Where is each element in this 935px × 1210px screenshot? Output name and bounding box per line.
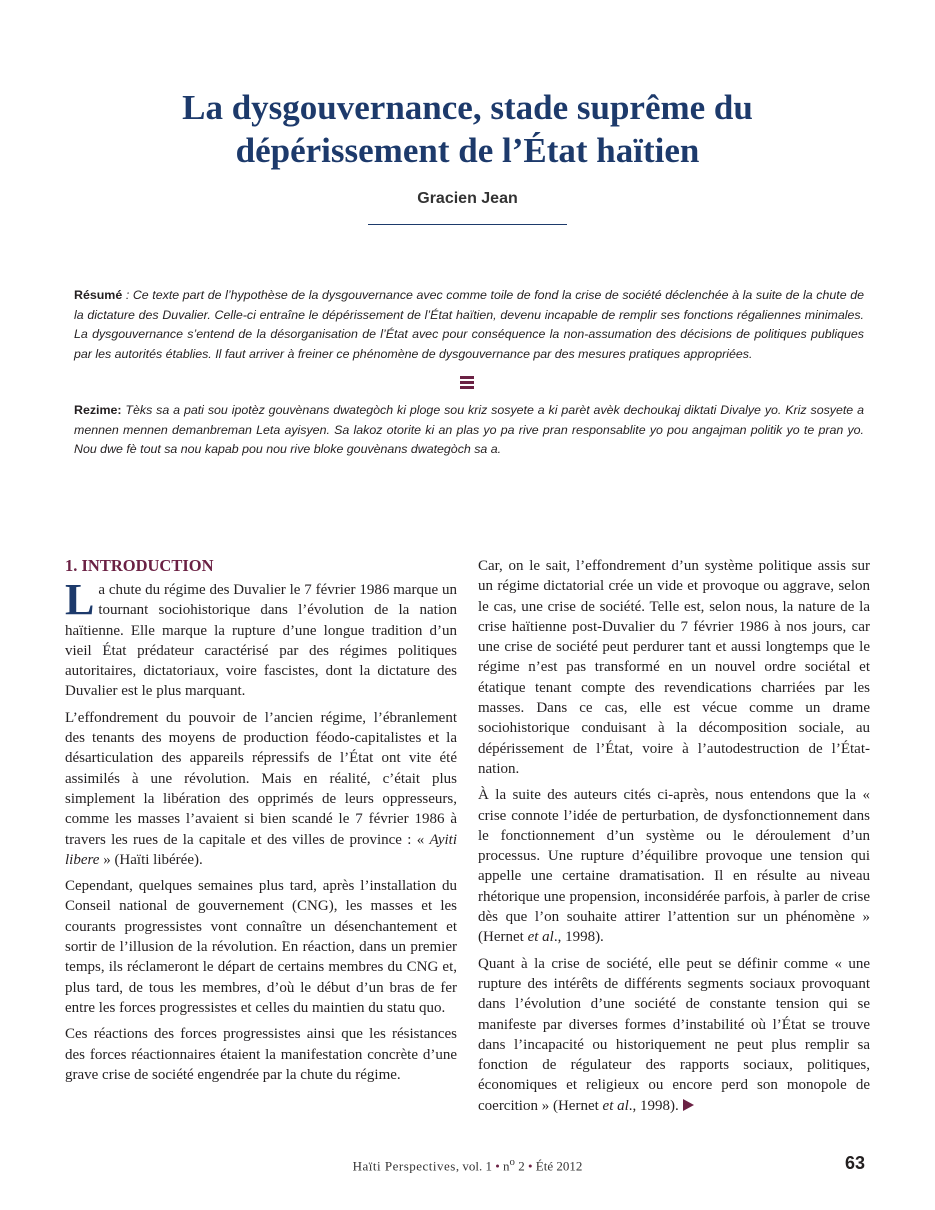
three-bar-separator-icon (460, 376, 474, 389)
page-number: 63 (845, 1153, 866, 1173)
journal-name: Haïti Perspectives (352, 1158, 456, 1174)
right-triangle-icon (683, 1099, 694, 1111)
resume-text: : Ce texte part de l’hypothèse de la dysgouvernance avec comme toile de fond la crise de société déclenchée à la suite de la chute de la dictature des Duvalier. Celle-ci entraîne le dépérissement de l’État haïtien, devenu incapable de remplir ses fonctions régaliennes minimales. La dysgouvernance s’entend de la désorganisation de l’État avec pour conséquence la non-assumation des décisions de politiques publiques par les autorités établies. Il faut arriver à freiner ce phénomène de dysgouvernance par des mesures pratiques appropriées. (74, 288, 864, 361)
paragraph-7: Quant à la crise de société, elle peut se définir comme « une rupture des intérêts de différents segments sociaux provoquant dans l’évolution d’une société de constante tension qui se manifeste par diverses formes d’instabilité où l’État se trouve dans l’incapacité ou historiquement ne peut plus remplir sa fonction de régulateur des rapports sociaux, politiques, économiques et religieux ou encore perd son monopole de coercition » (Hernet et al., 1998). (478, 955, 870, 1114)
author-divider (368, 224, 567, 225)
rezime-label: Rezime: (74, 403, 122, 417)
rezime-text: Tèks sa a pati sou ipotèz gouvènans dwategòch ki ploge sou kriz sosyete a ki parèt avèk dechoukaj diktati Divalye yo. Kriz sosyete a mennen mennen demanbreman Leta ayisyen. Sa lakoz otorite ki an plas yo pa rive pran responsablite yo pou angajman politik yo te pran yo. Nou dwe fè tout sa nou kapab pou nou rive bloke gouvènans dwategòch sa a. (74, 403, 864, 457)
section-heading: 1. INTRODUCTION (65, 556, 214, 575)
title-line-1: La dysgouvernance, stade suprême du (182, 88, 753, 127)
paragraph-1-text: a chute du régime des Duvalier le 7 février 1986 marque un tournant sociohistorique dans l’évolution de la nation haïtienne. Elle marque la rupture d’une longue tradition d’un vieil État prédateur caractérisé par des régimes politiques autoritaires, dictatoriaux, voire fascistes, dont la dictature des Duvalier est le plus marquant. (65, 582, 457, 700)
abstract-french (74, 286, 864, 364)
resume-label: Résumé (74, 288, 123, 302)
drop-cap: L (65, 575, 95, 624)
footer-bullet: • (495, 1158, 500, 1174)
number-superscript: o (509, 1156, 515, 1168)
footer-bullet: • (527, 1158, 533, 1174)
page-footer: Haïti Perspectives, vol. 1 • $n^o$ 2 • Été 2012 (352, 1156, 583, 1174)
abstract-creole (74, 401, 864, 460)
column-left (65, 556, 457, 1091)
paragraph-4: Ces réactions des forces progressistes ainsi que les résistances des forces réactionnaires étaient la manifestation concrète d’une grave crise de société engendrée par la chute du régime. (65, 1026, 457, 1083)
paragraph-3: Cependant, quelques semaines plus tard, après l’installation du Conseil national de gouvernement (CNG), les masses et les courants progressistes vont connaître un désenchantement et sortir de l’illusion de la révolution. En réaction, dans un premier temps, ils réclameront le départ de certains membres du CNG et, plus tard, de tous les membres, d’où le début d’un bras de fer entre les forces progressistes et celles du maintien du statu quo. (65, 878, 457, 1016)
title-line-2: dépérissement de l’État haïtien (235, 131, 700, 170)
journal-season: Été 2012 (532, 1158, 583, 1174)
paragraph-2: L’effondrement du pouvoir de l’ancien régime, l’ébranlement des tenants des moyens de production féodo-capitalistes et la désarticulation des appareils répressifs de l’État ont vite été assimilés à une révolution. Mais en réalité, c’était plus simplement la libération des opprimés de leurs oppresseurs, comme les masses l’avaient si bien scandé le 7 février 1986 à travers les rues de la capitale et des villes de province : « Ayiti libere » (Haïti libérée). (65, 709, 457, 868)
paragraph-6: À la suite des auteurs cités ci-après, nous entendons que la « crise connote l’idée de perturbation, de dysfonctionnement dans le fonctionnement d’un système ou le déroulement d’un processus. Une rupture d’équilibre provoque une tension qui appelle une certaine dramatisation. Il en résulte au niveau rhétorique une propension, inconsidérée parfois, à parler de crise dès que l’on souhaite attirer l’attention sur un phénomène » (Hernet et al., 1998). (478, 787, 870, 946)
article-title (0, 86, 935, 172)
column-right (478, 556, 870, 1122)
paragraph-5: Car, on le sait, l’effondrement d’un système politique assis sur un régime dictatorial crée un vide et provoque ou aggrave, selon le cas, une crise de société. Telle est, selon nous, la nature de la crise haïtienne post-Duvalier du 7 février 1986 à nos jours, car une crise de société peut perdurer tant et aussi longtemps que le régime n’est pas transformé en un nouvel ordre sociétal et étatique tenant compte des revendications charriées par les masses. Dans ce cas, elle est vécue comme un drame sociohistorique conduisant à la décomposition sociale, au dépérissement de l’État, voire à l’autodestruction de l’État-nation. (478, 558, 870, 777)
journal-number: n (499, 1158, 510, 1174)
author-name: Gracien Jean (417, 190, 518, 207)
journal-volume: , vol. 1 (455, 1158, 496, 1174)
paragraph-1 (65, 575, 457, 702)
